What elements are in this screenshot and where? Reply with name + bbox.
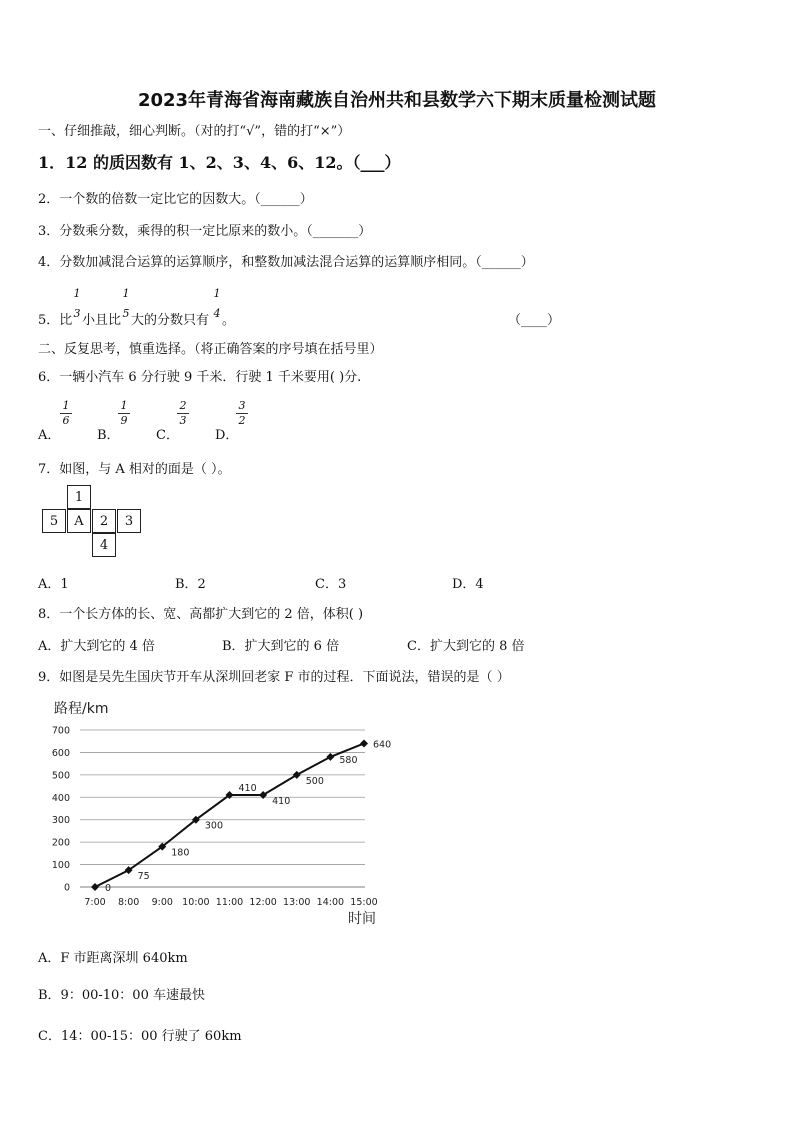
numerator: 1 [73, 287, 81, 300]
question-8: 8．一个长方体的长、宽、高都扩大到它的 2 倍，体积( ) [38, 607, 364, 622]
data-label: 500 [305, 775, 324, 787]
section-2-heading: 二、反复思考，慎重选择。（将正确答案的序号填在括号里） [38, 342, 383, 357]
q8-option-a[interactable]: A．扩大到它的 4 倍 [38, 639, 155, 654]
x-tick-label: 11:00 [215, 897, 244, 908]
data-label: 300 [204, 820, 224, 832]
q9-option-a[interactable]: A．F 市距离深圳 640km [38, 951, 188, 966]
numerator: 1 [62, 399, 70, 412]
y-axis-label: 路程/km [54, 701, 109, 717]
y-tick-labels [52, 726, 70, 894]
y-tick-label: 600 [51, 747, 70, 759]
q9-option-c[interactable]: C．14：00-15：00 行驶了 60km [38, 1029, 242, 1044]
net-face-1: 1 [67, 485, 91, 509]
option-c-fraction [177, 400, 189, 427]
numerator: 1 [213, 287, 221, 300]
question-2: 2．一个数的倍数一定比它的因数大。（______） [38, 192, 313, 207]
question-5-mid-2: 大的分数只有 [131, 313, 210, 328]
q7-option-a[interactable]: A．1 [38, 577, 69, 592]
distance-time-chart [40, 695, 400, 935]
denominator: 2 [238, 414, 246, 427]
q8-option-c[interactable]: C．扩大到它的 8 倍 [407, 639, 525, 654]
data-point [326, 753, 334, 761]
data-label: 410 [238, 783, 257, 795]
y-tick-label: 100 [51, 860, 70, 872]
q7-option-c[interactable]: C．3 [315, 577, 347, 592]
question-5-blank[interactable]: （____） [508, 313, 561, 328]
data-point [360, 739, 368, 747]
question-5-suffix: 。 [222, 313, 236, 328]
question-6: 6．一辆小汽车 6 分行驶 9 千米．行驶 1 千米要用( )分. [38, 370, 362, 385]
data-label: 410 [272, 796, 291, 808]
option-c-label[interactable]: C． [156, 428, 179, 443]
numerator: 3 [238, 399, 246, 412]
x-tick-labels [84, 897, 377, 908]
question-3: 3．分数乘分数，乘得的积一定比原来的数小。（_______） [38, 224, 372, 239]
net-face-5: 5 [42, 509, 66, 533]
denominator: 9 [120, 414, 128, 427]
x-tick-label: 9:00 [151, 897, 173, 908]
data-label: 75 [137, 871, 150, 883]
x-tick-label: 10:00 [182, 897, 210, 908]
numerator: 1 [122, 287, 130, 300]
option-a-label[interactable]: A． [38, 428, 61, 443]
numerator: 2 [179, 399, 187, 412]
option-d-label[interactable]: D． [215, 428, 239, 443]
page-title: 2023年青海省海南藏族自治州共和县数学六下期末质量检测试题 [137, 90, 657, 111]
option-a-fraction [60, 400, 72, 427]
denominator: 6 [62, 414, 70, 427]
denominator: 5 [122, 307, 130, 320]
net-face-3: 3 [117, 509, 141, 533]
net-face-4: 4 [92, 533, 116, 557]
net-face-2: 2 [92, 509, 116, 533]
y-tick-label: 0 [63, 882, 70, 894]
q7-option-d[interactable]: D．4 [452, 577, 484, 592]
option-b-fraction [118, 400, 130, 427]
x-tick-label: 15:00 [350, 897, 378, 908]
chart-grid [80, 730, 365, 887]
x-axis-label: 时间 [348, 911, 376, 927]
question-5-mid-1: 小且比 [82, 313, 122, 328]
series-line [95, 743, 364, 887]
q9-option-b[interactable]: B．9：00-10：00 车速最快 [38, 988, 205, 1003]
y-tick-label: 700 [51, 725, 70, 737]
data-label: 180 [171, 847, 190, 859]
denominator: 3 [73, 307, 81, 320]
q7-option-b[interactable]: B．2 [175, 577, 206, 592]
q8-option-b[interactable]: B．扩大到它的 6 倍 [222, 639, 340, 654]
data-label: 640 [373, 739, 392, 751]
denominator: 4 [213, 307, 221, 320]
data-label: 0 [105, 883, 112, 894]
y-tick-label: 400 [51, 792, 70, 804]
question-4: 4．分数加减混合运算的运算顺序，和整数加减法混合运算的运算顺序相同。（______） [38, 255, 534, 270]
numerator: 1 [120, 399, 128, 412]
net-face-a: A [67, 509, 91, 533]
x-tick-label: 8:00 [117, 897, 140, 908]
x-tick-label: 14:00 [316, 897, 345, 908]
section-1-heading: 一、仔细推敲，细心判断。（对的打“√”，错的打“×”） [38, 124, 351, 139]
question-1: 1．12 的质因数有 1、2、3、4、6、12。（___） [38, 153, 401, 172]
x-tick-label: 12:00 [249, 897, 277, 908]
x-tick-label: 7:00 [84, 897, 106, 908]
denominator: 3 [179, 414, 187, 427]
data-label: 580 [339, 754, 358, 766]
data-labels [105, 739, 391, 894]
option-d-fraction [236, 400, 248, 427]
question-9: 9．如图是吴先生国庆节开车从深圳回老家 F 市的过程．下面说法，错误的是（ ） [38, 670, 510, 685]
y-tick-label: 200 [51, 837, 70, 849]
x-tick-label: 13:00 [283, 897, 311, 908]
y-tick-label: 300 [51, 815, 70, 827]
question-7: 7．如图，与 A 相对的面是（ ）。 [38, 462, 231, 477]
y-tick-label: 500 [51, 770, 70, 782]
option-b-label[interactable]: B． [97, 428, 120, 443]
question-5-prefix: 5．比 [38, 313, 73, 328]
data-point [91, 883, 99, 891]
